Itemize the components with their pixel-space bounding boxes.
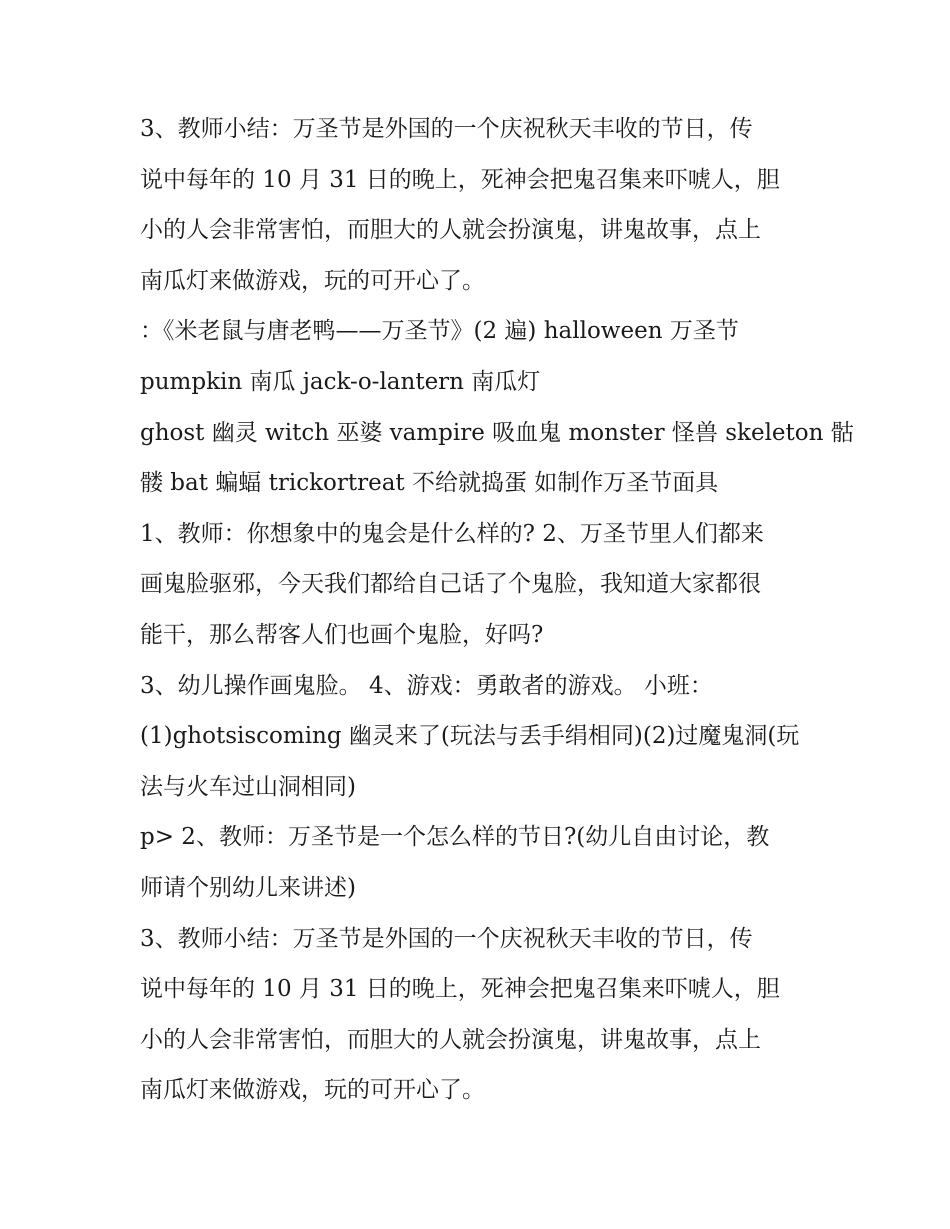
text-line: 小的人会非常害怕，而胆大的人就会扮演鬼，讲鬼故事，点上 (140, 217, 761, 244)
text-line: 1、教师：你想象中的鬼会是什么样的? 2、万圣节里人们都来 (140, 520, 764, 547)
paragraph-discussion (140, 812, 820, 913)
text-line: ：《米老鼠与唐老鸭——万圣节》(2 遍) halloween 万圣节 (140, 318, 739, 345)
text-line: p> 2、教师：万圣节是一个怎么样的节日?(幼儿自由讨论，教 (140, 824, 770, 851)
paragraph-teacher-summary-2 (140, 914, 820, 1116)
text-line: 画鬼脸驱邪，今天我们都给自己话了个鬼脸，我知道大家都很 (140, 571, 761, 598)
text-line: 3、教师小结：万圣节是外国的一个庆祝秋天丰收的节日，传 (140, 925, 753, 952)
text-line: pumpkin 南瓜 jack-o-lantern 南瓜灯 (140, 368, 541, 395)
text-line: 小的人会非常害怕，而胆大的人就会扮演鬼，讲鬼故事，点上 (140, 1026, 761, 1053)
paragraph-games (140, 711, 820, 812)
text-line: 南瓜灯来做游戏，玩的可开心了。 (140, 267, 485, 294)
paragraph-vocab-list (140, 408, 854, 509)
text-line: 说中每年的 10 月 31 日的晚上，死神会把鬼召集来吓唬人，胆 (140, 166, 780, 193)
text-line: 3、幼儿操作画鬼脸。 4、游戏：勇敢者的游戏。 小班： (140, 672, 713, 699)
text-line: ghost 幽灵 witch 巫婆 vampire 吸血鬼 monster 怪兽 skeleton 骷 (140, 419, 854, 446)
text-line: 师请个别幼儿来讲述) (140, 874, 356, 901)
text-line: 髅 bat 蝙蝠 trickortreat 不给就捣蛋 如制作万圣节面具 (140, 470, 719, 497)
paragraph-teacher-question (140, 509, 820, 661)
text-line: 南瓜灯来做游戏，玩的可开心了。 (140, 1077, 485, 1104)
document-body (140, 104, 854, 1116)
text-line: 说中每年的 10 月 31 日的晚上，死神会把鬼召集来吓唬人，胆 (140, 976, 780, 1003)
text-line: 3、教师小结：万圣节是外国的一个庆祝秋天丰收的节日，传 (140, 116, 753, 142)
paragraph-teacher-summary-1 (140, 104, 820, 306)
text-line: 法与火车过山洞相同) (140, 773, 356, 800)
paragraph-activity (140, 661, 820, 712)
text-line: 能干，那么帮客人们也画个鬼脸，好吗? (140, 621, 544, 648)
text-line: (1)ghotsiscoming 幽灵来了(玩法与丢手绢相同)(2)过魔鬼洞(玩 (140, 723, 800, 750)
paragraph-video-vocab (140, 306, 820, 407)
